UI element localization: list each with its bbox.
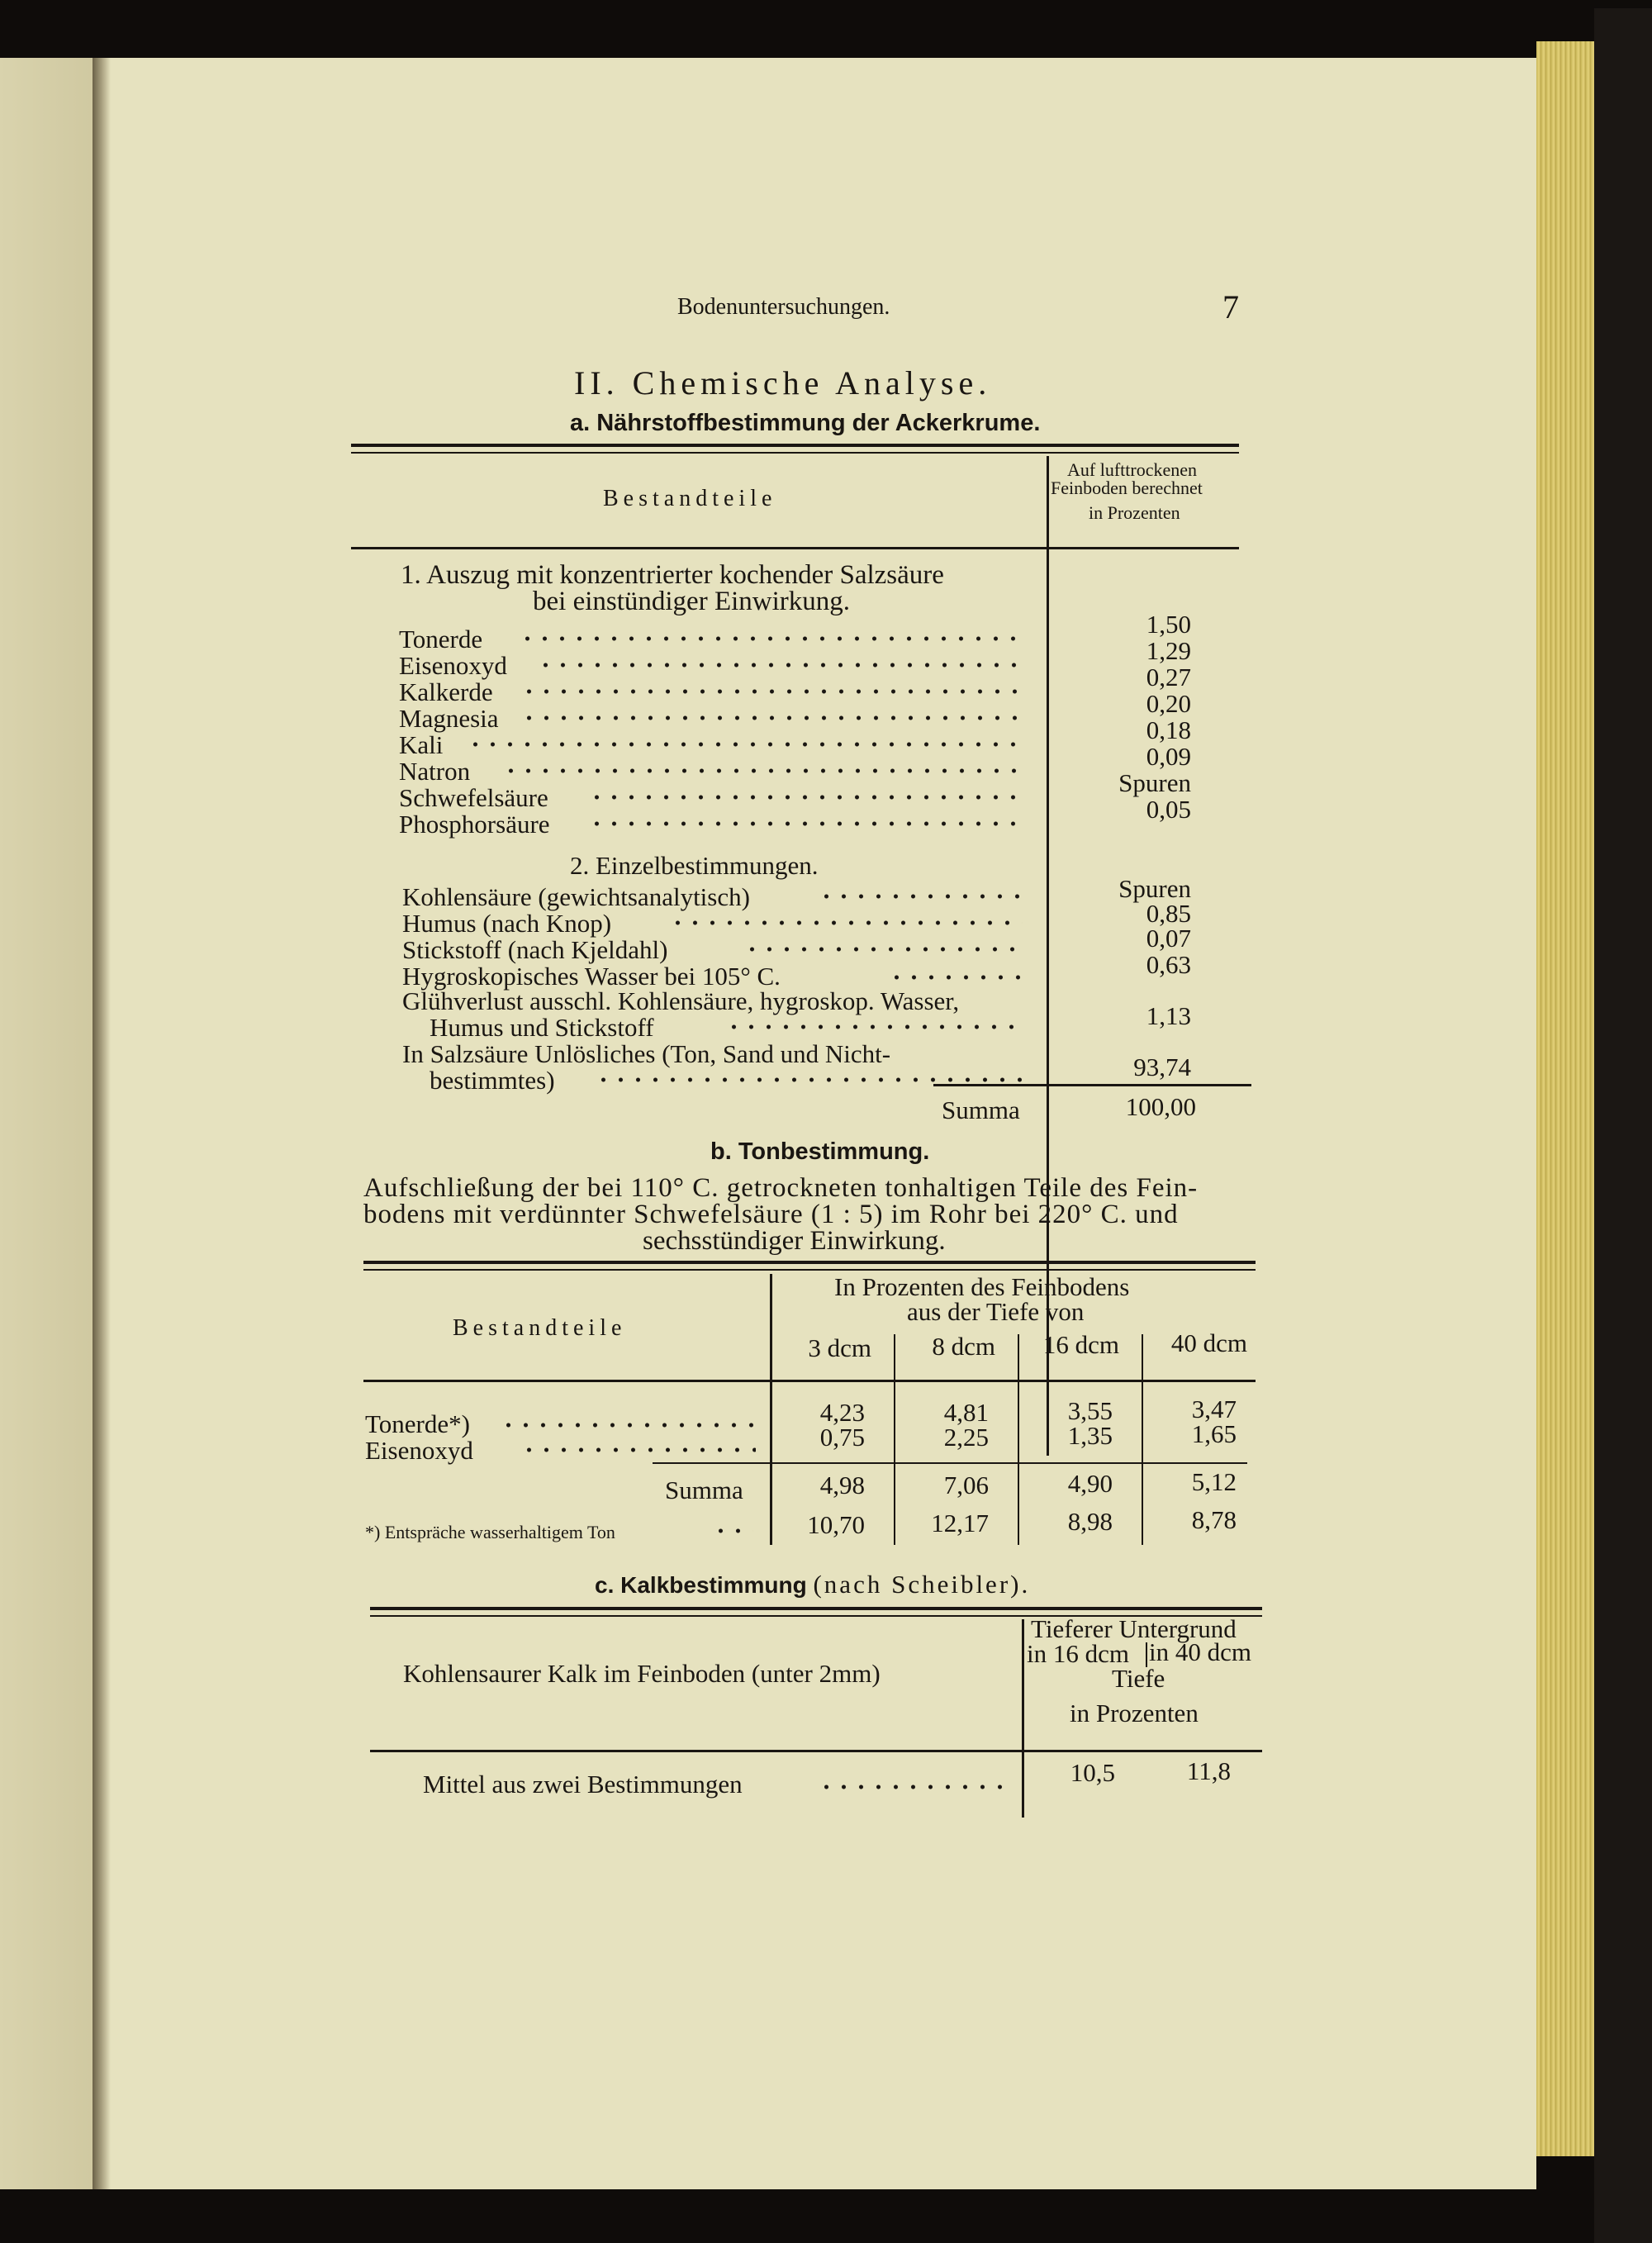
depth-divider xyxy=(1018,1334,1019,1545)
leader-dots xyxy=(500,1423,756,1428)
leader-dots xyxy=(588,795,1023,800)
book-cover xyxy=(1594,8,1652,2243)
table-c-header-right-1: Tieferer Untergrund xyxy=(1031,1614,1237,1643)
row-label: Natron xyxy=(399,757,471,786)
summa-rule xyxy=(933,1084,1251,1086)
table-a-header-left: Bestandteile xyxy=(603,486,777,511)
summa-value: 4,98 xyxy=(819,1471,865,1499)
leader-dots xyxy=(520,689,1023,694)
depth-header: 3 dcm xyxy=(808,1333,871,1362)
footnote-value: 8,78 xyxy=(1191,1505,1237,1534)
row-value: 0,27 xyxy=(1146,663,1191,691)
leader-dots xyxy=(725,1024,1023,1029)
leader-dots xyxy=(669,920,1023,925)
row-label: Hygroskopisches Wasser bei 105° C. xyxy=(402,962,781,991)
row-label-continued: Humus und Stickstoff xyxy=(430,1013,654,1042)
book-gutter xyxy=(93,58,111,2189)
row-label: Kali xyxy=(399,730,444,759)
summa-value: 4,90 xyxy=(1067,1469,1113,1498)
table-b-header-left: Bestandteile xyxy=(453,1315,627,1341)
summa-value: 100,00 xyxy=(1125,1092,1196,1121)
page-number: 7 xyxy=(1222,288,1239,326)
leader-dots xyxy=(520,1447,756,1452)
leader-dots xyxy=(712,1528,753,1533)
row-label: Phosphorsäure xyxy=(399,810,550,839)
footnote-value: 8,98 xyxy=(1067,1507,1113,1536)
row-label: Kalkerde xyxy=(399,677,493,706)
row-value: 93,74 xyxy=(1133,1053,1191,1081)
group1-heading-2: bei einstündiger Einwirkung. xyxy=(533,587,851,616)
part-c-title-bold: c. Kalkbestimmung xyxy=(595,1572,807,1598)
row-value: Spuren xyxy=(1118,768,1191,797)
table-c-header-right-2: in 16 dcm xyxy=(1027,1639,1129,1668)
leader-dots xyxy=(502,768,1023,773)
row-label: Kohlensäure (gewichtsanalytisch) xyxy=(402,882,750,911)
row-label: Humus (nach Knop) xyxy=(402,909,612,938)
part-c-title-rest: (nach Scheibler). xyxy=(813,1570,1031,1599)
part-b-intro-1: Aufschließung der bei 110° C. getrockneten tonhaltigen Teile des Fein- xyxy=(363,1173,1199,1203)
table-b-top-rule-2 xyxy=(363,1269,1256,1271)
running-head: Bodenuntersuchungen. xyxy=(677,294,890,320)
row-label-continued: bestimmtes) xyxy=(430,1066,555,1095)
cell-value: 2,25 xyxy=(943,1423,989,1452)
table-a-top-rule xyxy=(351,444,1239,447)
depth-header: 16 dcm xyxy=(1042,1330,1119,1359)
table-b-header-rule xyxy=(363,1380,1256,1382)
table-a-header-rule xyxy=(351,547,1239,549)
table-c-header-right-4: Tiefe xyxy=(1112,1664,1165,1693)
row-label: Tonerde xyxy=(399,625,483,653)
cell-value: 3,55 xyxy=(1067,1396,1113,1425)
table-b-header-group-2: aus der Tiefe von xyxy=(907,1297,1085,1326)
table-a-top-rule-2 xyxy=(351,452,1239,454)
part-b-intro-3: sechsstündiger Einwirkung. xyxy=(643,1226,946,1256)
row-value: 1,50 xyxy=(1146,610,1191,639)
leader-dots xyxy=(588,821,1023,826)
depth-header: 8 dcm xyxy=(932,1332,995,1361)
leader-dots xyxy=(888,975,1023,980)
footnote-value: 10,70 xyxy=(807,1510,865,1539)
summa-label: Summa xyxy=(665,1476,743,1504)
row-value: 0,85 xyxy=(1146,899,1191,928)
group2-heading: 2. Einzelbestimmungen. xyxy=(570,851,819,880)
footnote-value: 12,17 xyxy=(931,1509,989,1537)
leader-dots xyxy=(743,947,1023,952)
row-label: Eisenoxyd xyxy=(365,1436,473,1465)
row-label: Mittel aus zwei Bestimmungen xyxy=(423,1770,743,1799)
leader-dots xyxy=(818,894,1023,899)
summa-value: 7,06 xyxy=(943,1471,989,1499)
depth-header: 40 dcm xyxy=(1170,1328,1247,1357)
table-c-header-right-3: in 40 dcm xyxy=(1149,1637,1251,1666)
depth-divider xyxy=(894,1334,895,1545)
footnote-label: *) Entspräche wasserhaltigem Ton xyxy=(365,1522,615,1542)
table-c-column-rule xyxy=(1022,1619,1024,1818)
table-b-main-column-rule xyxy=(770,1274,772,1545)
cell-value: 1,35 xyxy=(1067,1421,1113,1450)
table-c-header-left: Kohlensaurer Kalk im Feinboden (unter 2mm) xyxy=(403,1659,881,1688)
row-label: Tonerde*) xyxy=(365,1409,470,1438)
table-a-header-right-2: Feinboden berechnet xyxy=(1051,478,1203,498)
table-c-top-rule xyxy=(370,1607,1262,1610)
row-label: Eisenoxyd xyxy=(399,651,507,680)
row-label: Stickstoff (nach Kjeldahl) xyxy=(402,935,668,964)
leader-dots xyxy=(519,636,1023,641)
row-label: Schwefelsäure xyxy=(399,783,548,812)
summa-value: 5,12 xyxy=(1191,1467,1237,1496)
previous-page-edge xyxy=(0,58,99,2189)
page-edges xyxy=(1536,41,1594,2156)
group1-heading-1: 1. Auszug mit konzentrierter kochender Salzsäure xyxy=(401,560,944,590)
cell-value: 1,65 xyxy=(1191,1419,1237,1448)
row-value: 0,20 xyxy=(1146,689,1191,718)
leader-dots xyxy=(818,1784,1004,1789)
row-value: 1,13 xyxy=(1146,1001,1191,1030)
leader-dots xyxy=(537,663,1023,668)
leader-dots xyxy=(520,715,1023,720)
cell-value: 0,75 xyxy=(819,1423,865,1452)
depth-divider xyxy=(1142,1334,1143,1545)
row-value: Spuren xyxy=(1118,874,1191,903)
cell-value: 10,5 xyxy=(1070,1758,1115,1787)
summa-label: Summa xyxy=(942,1095,1020,1124)
table-a-header-right-1: Auf lufttrockenen xyxy=(1067,459,1197,480)
row-value: 0,18 xyxy=(1146,715,1191,744)
part-a-title: a. Nährstoffbestimmung der Ackerkrume. xyxy=(570,410,1041,436)
cell-value: 3,47 xyxy=(1191,1395,1237,1423)
table-b-top-rule xyxy=(363,1261,1256,1264)
row-value: 1,29 xyxy=(1146,636,1191,665)
cell-value: 4,23 xyxy=(819,1398,865,1427)
cell-value: 4,81 xyxy=(943,1398,989,1427)
table-c-header-rule xyxy=(370,1750,1262,1752)
part-b-intro-2: bodens mit verdünnter Schwefelsäure (1 : 5) im Rohr bei 220° C. und xyxy=(363,1200,1179,1229)
row-value: 0,09 xyxy=(1146,742,1191,771)
part-b-title: b. Tonbestimmung. xyxy=(710,1138,930,1165)
leader-dots xyxy=(467,742,1023,747)
table-b-header-group-1: In Prozenten des Feinbodens xyxy=(834,1272,1130,1301)
table-a-header-right-3: in Prozenten xyxy=(1089,502,1180,523)
cell-value: 11,8 xyxy=(1186,1756,1231,1785)
row-value: 0,63 xyxy=(1146,950,1191,979)
row-value: 0,05 xyxy=(1146,795,1191,824)
row-label: Magnesia xyxy=(399,704,499,733)
leader-dots xyxy=(595,1077,1023,1082)
row-label: In Salzsäure Unlösliches (Ton, Sand und Nicht- xyxy=(402,1039,891,1068)
row-label: Glühverlust ausschl. Kohlensäure, hygroskop. Wasser, xyxy=(402,986,960,1015)
part-c-title xyxy=(595,1570,1030,1599)
table-c-header-right-5: in Prozenten xyxy=(1070,1699,1199,1727)
section-title: II. Chemische Analyse. xyxy=(574,364,992,402)
row-value: 0,07 xyxy=(1146,924,1191,953)
table-b-summa-rule xyxy=(653,1462,1247,1464)
